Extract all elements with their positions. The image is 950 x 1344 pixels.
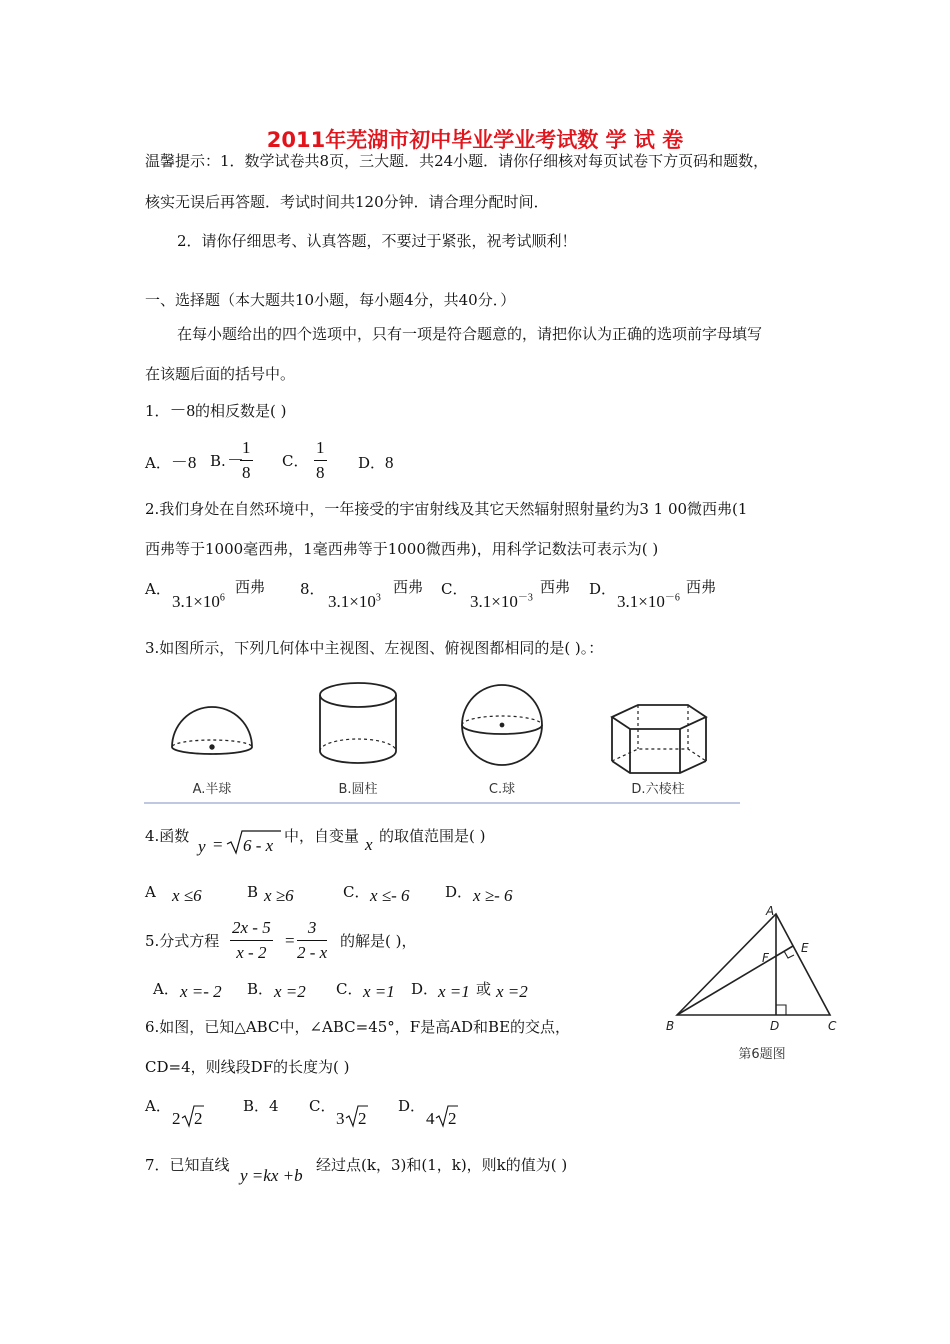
- q1-option-a: [145, 454, 196, 471]
- q5-d-or: 或: [476, 980, 492, 998]
- q6-c-coef: 3: [336, 1109, 345, 1128]
- q5-rhs-fraction: [297, 918, 327, 963]
- q4-a-value: x ≤6: [172, 886, 202, 905]
- q2-a-label: A．: [145, 580, 171, 598]
- q5-d-value-1: x =1: [438, 982, 470, 1001]
- q2-d-value: [617, 593, 680, 610]
- q4-b-label: B: [247, 883, 259, 901]
- q1-b-fraction: [240, 438, 253, 483]
- q4-c-value: x ≤- 6: [370, 886, 410, 905]
- q4-c-label: C．: [343, 883, 370, 901]
- q2-a-base: 3.1×10: [172, 592, 220, 611]
- q5-d-label: D．: [411, 980, 439, 998]
- q4-a-label: A: [145, 883, 156, 901]
- page-title: 2011年芜湖市初中毕业学业考试数 学 试 卷: [266, 128, 684, 152]
- q1-d-value: 8: [385, 453, 394, 472]
- q2-c-label: C．: [441, 580, 468, 598]
- q5-pre: 5.分式方程: [145, 932, 220, 950]
- q2-a-exp: 6: [219, 592, 225, 604]
- figure-caption: 第6题图: [738, 1047, 786, 1062]
- q4-b-value: x ≥6: [264, 886, 294, 905]
- q2-d-label: D．: [589, 580, 617, 598]
- q2-b-unit: 西弗: [393, 578, 424, 596]
- label-cylinder: B.圆柱: [338, 782, 378, 797]
- q2-c-value: [470, 593, 533, 610]
- notice-line-2: 核实无误后再答题．考试时间共120分钟．请合理分配时间．: [145, 193, 549, 211]
- q1-b-denominator: 8: [242, 463, 251, 482]
- q6-a-radicand: 2: [194, 1109, 203, 1128]
- q4-func-lhs: y: [198, 837, 206, 856]
- q2-a-unit: 西弗: [235, 578, 266, 596]
- hemisphere-figure: [172, 707, 252, 754]
- q2-b-exp: 3: [375, 592, 381, 604]
- section-heading: 一、选择题（本大题共10小题，每小题4分，共40分．）: [145, 291, 516, 309]
- q1-expr: －8: [169, 401, 196, 420]
- point-E-label: E: [801, 941, 809, 955]
- q7-pre: 7．已知直线: [145, 1156, 230, 1174]
- sphere-figure: [462, 685, 542, 765]
- q1-option-d: [358, 454, 394, 471]
- q5-b-label: B．: [247, 980, 274, 998]
- q2-d-exp: －6: [664, 592, 680, 604]
- q3-figure: [140, 665, 750, 810]
- q1-d-label: D．: [358, 454, 386, 472]
- q7-post: 经过点(k，3)和(1，k)，则k的值为( ): [316, 1156, 568, 1174]
- q5-rhs-numerator: 3: [297, 918, 327, 941]
- label-hemisphere: A.半球: [192, 782, 232, 797]
- q1-c-label: C．: [282, 452, 309, 470]
- q6-c-radicand: 2: [358, 1109, 367, 1128]
- q1-c-fraction: [314, 438, 327, 483]
- q5-post: 的解是( )，: [340, 932, 417, 950]
- q6-d-label: D．: [398, 1097, 426, 1115]
- q5-lhs-denominator: x - 2: [236, 943, 267, 962]
- q5-lhs-numerator: 2x - 5: [230, 918, 273, 941]
- question-6-line-1: 6.如图，已知△ABC中，∠ABC=45°，F是高AD和BE的交点，: [145, 1018, 571, 1036]
- q1-c-denominator: 8: [316, 463, 325, 482]
- q4-radicand: 6 - x: [243, 836, 274, 855]
- q1-c-numerator: 1: [314, 438, 327, 461]
- question-1-stem: [145, 402, 287, 419]
- point-B-label: B: [666, 1019, 675, 1033]
- q5-c-value: x =1: [363, 982, 395, 1001]
- label-sphere: C.球: [488, 782, 516, 797]
- question-2-line-2: 西弗等于1000毫西弗，1毫西弗等于1000微西弗)，用科学记数法可表示为( ): [145, 540, 659, 558]
- q4-func-eq: =: [213, 835, 223, 854]
- label-hexagonal-prism: D.六棱柱: [631, 782, 685, 797]
- question-3-stem: 3.如图所示，下列几何体中主视图、左视图、俯视图都相同的是( )。：: [145, 639, 604, 657]
- q6-d-radicand: 2: [448, 1109, 457, 1128]
- q5-c-label: C．: [336, 980, 363, 998]
- point-A-label: A: [766, 904, 775, 918]
- q4-mid: 中，自变量: [284, 827, 360, 845]
- point-D-label: D: [770, 1019, 780, 1033]
- q1-b-numerator: 1: [240, 438, 253, 461]
- q2-c-unit: 西弗: [540, 578, 571, 596]
- notice-line-1: 温馨提示：1．数学试卷共8页，三大题．共24小题．请你仔细核对每页试卷下方页码和题数，: [145, 152, 769, 170]
- q6-a-coef: 2: [172, 1109, 181, 1128]
- q4-post: 的取值范围是( ): [379, 827, 486, 845]
- q2-b-label: 8．: [300, 580, 325, 598]
- q2-c-exp: －3: [517, 592, 533, 604]
- q5-a-label: A．: [153, 980, 179, 998]
- hexagonal-prism-figure: [612, 705, 706, 773]
- cylinder-figure: [320, 683, 396, 763]
- q4-var: x: [365, 835, 373, 854]
- q5-lhs-fraction: [230, 918, 273, 963]
- q2-d-base: 3.1×10: [617, 592, 665, 611]
- section-instruction-1: 在每小题给出的四个选项中，只有一项是符合题意的，请把你认为正确的选项前字母填写: [177, 325, 763, 343]
- q2-d-unit: 西弗: [686, 578, 717, 596]
- q5-d-value-2: x =2: [496, 982, 528, 1001]
- q1-b-sign: －: [227, 451, 244, 470]
- question-2-line-1: 2.我们身处在自然环境中，一年接受的宇宙射线及其它天然辐射照射量约为3 1 00微西弗(1: [145, 500, 748, 518]
- question-6-line-2: CD=4，则线段DF的长度为( ): [145, 1058, 350, 1076]
- q5-b-value: x =2: [274, 982, 306, 1001]
- q6-d-coef: 4: [426, 1109, 435, 1128]
- q1-b-label: B.: [210, 452, 226, 470]
- q2-a-value: [172, 593, 225, 610]
- q6-c-label: C．: [309, 1097, 336, 1115]
- q5-eq: =: [285, 931, 295, 950]
- q1-a-value: －8: [170, 453, 197, 472]
- q5-rhs-denominator: 2 - x: [297, 943, 328, 962]
- q2-b-value: [328, 593, 381, 610]
- q2-b-base: 3.1×10: [328, 592, 376, 611]
- q6-a-label: A．: [145, 1097, 171, 1115]
- q1-a-label: A．: [145, 454, 171, 472]
- q4-d-label: D．: [445, 883, 473, 901]
- q1-number: 1．: [145, 402, 170, 420]
- point-F-label: F: [762, 951, 769, 965]
- q5-a-value: x =- 2: [180, 982, 222, 1001]
- section-instruction-2: 在该题后面的括号中。: [145, 365, 296, 383]
- q6-triangle-figure: [660, 900, 850, 1070]
- q7-function: y =kx +b: [240, 1166, 303, 1185]
- q4-d-value: x ≥- 6: [473, 886, 513, 905]
- q2-c-base: 3.1×10: [470, 592, 518, 611]
- notice-line-3: 2．请你仔细思考、认真答题，不要过于紧张，祝考试顺利！: [177, 232, 577, 250]
- q1-post: 的相反数是( ): [195, 402, 287, 420]
- point-C-label: C: [828, 1019, 837, 1033]
- q6-b-option: B．4: [243, 1097, 279, 1115]
- q4-pre: 4.函数: [145, 827, 190, 845]
